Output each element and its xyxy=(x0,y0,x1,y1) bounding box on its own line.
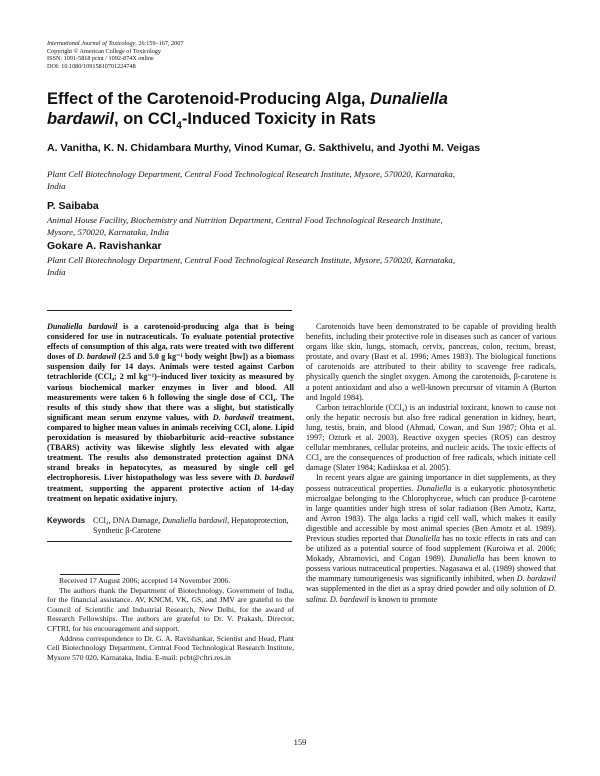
issn-line: ISSN: 1091-5818 print / 1092-874X online xyxy=(47,55,154,63)
body-paragraph-1: Carotenoids have been demonstrated to be capable of providing health benefits, including their protective role in diseases such as cancer of various organs like skin, lungs, stomach, cervix, pancreas, colon, rectum, breast, prostate, and ovary (Bast et al. 1996; Ames 1983). The biological functions of carotenoids are attributed to their ability to scavenge free radicals, physically quench the singlet oxygen. Among the carotenoids, β-carotene is a potent antioxidant and also a well-known precursor of vitamin A (Burton and Ingold 1984). xyxy=(306,322,556,402)
keywords-bottom-rule xyxy=(47,541,292,542)
affiliation-1: Plant Cell Biotechnology Department, Central Food Technological Research Institute, Mysore, 570020, Karnataka, India xyxy=(47,169,456,191)
journal-header xyxy=(47,40,347,70)
p3-text-d: has been known to possess various nutraceutical properties. Nagasawa et al. (1989) showed that the mammary tumourigenesis was significantly inhibited, when xyxy=(306,554,556,584)
abstract xyxy=(47,322,294,504)
author-group-3: Gokare A. Ravishankar xyxy=(47,240,162,252)
author-group-2: P. Saibaba xyxy=(47,200,99,212)
p3-text-c: has no toxic effects in rats and can be utilized as a potential source of food supplement (Kuroiwa et al. 2006; Mokady, Abramovici, and Cogan 1989). xyxy=(306,533,557,564)
keywords-text-2: , Hepatoprotection, Synthetic β-Carotene xyxy=(93,516,289,535)
journal-name: International Journal of Toxicology xyxy=(47,40,136,47)
body-paragraph-2: Carbon tetrachloride (CCl₄) is an industrial toxicant, known to cause not only the hepatic necrosis but also free radical generation in kidney, heart, lung, testis, brain, and blood (Ahmad, Cowan, and Sun 1987; Ohta et al. 1997; Ozturk et al. 2003). Reactive oxygen species (ROS) can destroy cellular membranes, cellular proteins, and nucleic acids. The toxic effects of CCl₄ are the consequences of production of free radicals, which initiate cell damage (Slater 1984; Kadiiskaa et al. 2005). xyxy=(306,402,556,473)
abstract-top-rule xyxy=(47,310,292,311)
keywords-list xyxy=(93,516,294,536)
p3-text-e: was supplemented in the diet as a spray dried powder and oily solution of xyxy=(306,584,549,594)
received-note: Received 17 August 2006; accepted 14 November 2006. xyxy=(59,576,231,585)
abstract-species-short: D. bardawil xyxy=(76,352,117,362)
body-column-right xyxy=(306,322,556,605)
acknowledgement-note: The authors thank the Department of Biotechnology, Government of India, for the financial assistance. AV, KNCM, VK, GS, and JMV are grateful to the Council of Scientific and Industrial Research, New Delhi, for the award of Research Fellowships. The authors are grateful to Dr. V. Prakash, Director, CFTRI, for his encouragement and support. xyxy=(47,585,294,633)
correspondence-note: Address correspondence to Dr. G. A. Ravishankar, Scientist and Head, Plant Cell Biotechnology Department, Central Food Technological Research Institute, Mysore 570 020, Karnataka, India. E-mail: pcbt@cftri.res.in xyxy=(47,633,294,662)
paper-title xyxy=(47,89,467,136)
title-text-1: Effect of the Carotenoid-Producing Alga, xyxy=(47,90,370,108)
footnote-rule xyxy=(60,574,120,575)
p3-text-b: is a eukaryotic photosynthetic microalgae belonging to the Chlorophyceae, which can produce β-carotene in large quantities under high stress of solar radiation (Ben Amotz, Kartz, and Avron 1983). The alga lacks a rigid cell wall, which makes it easily digestible and accessible by most animal species (Ben Amotz et al. 1989). Previous studies reported that xyxy=(306,483,556,543)
body-paragraph-3 xyxy=(306,473,556,604)
journal-volume: , 26:159–167, 2007 xyxy=(135,40,184,47)
abstract-text-4: treatment, supporting the apparent protective action of 14-day treatment on hepatic oxidative injury. xyxy=(47,483,294,503)
p3-species: D. bardawil xyxy=(516,574,556,584)
abstract-species: Dunaliella bardawil xyxy=(47,322,118,331)
abstract-text-2: (2.5 and 5.0 g kg⁻¹ body weight [bw]) as a biomass suspension daily for 14 days. Animals were tested against Carbon tetrachloride (CCl₄; 2 ml kg⁻¹)–induced liver toxicity as measured by various biochemical marker enzymes in liver and blood. All measurements were taken 6 h following the single dose of CCl₄. The results of this study show that there was a slight, but statistically significant mean serum enzyme values, with xyxy=(47,352,294,422)
p3-text-g: is known to promote xyxy=(368,594,438,604)
footnotes xyxy=(47,576,294,662)
p3-species: D. bardawil xyxy=(329,594,369,604)
abstract-species-short: D. bardawil xyxy=(212,412,254,422)
affiliation-3: Plant Cell Biotechnology Department, Central Food Technological Research Institute, Mysore, 570020, Karnataka, India xyxy=(47,255,456,277)
title-species: Dunaliella bardawil xyxy=(47,90,448,128)
abstract-text-3: treatment, compared to higher mean values in animals receiving CCl₄ alone. Lipid peroxidation is measured by thiobarbituric acid–reactive substance (TBARS) activity was likewise slightly less elevated with algae treatment. The results also demonstrated protection against DNA strand breaks in hepatocytes, as measured by single cell gel electrophoresis. Liver histopathology was less severe with xyxy=(47,412,294,483)
page-number: 159 xyxy=(293,737,307,747)
keywords-text-1: CCl₄, DNA Damage, xyxy=(93,516,163,525)
doi-line: DOI: 10.1080/10915810701224748 xyxy=(47,62,136,70)
p3-genus: Dunaliella xyxy=(405,533,440,543)
title-text-3: -Induced Toxicity in Rats xyxy=(181,110,376,128)
affiliation-2: Animal House Facility, Biochemistry and Nutrition Department, Central Food Technological Research Institute, Mysore, 570020, Karnataka, India xyxy=(47,215,443,237)
keywords-block xyxy=(47,516,294,536)
author-group-1: A. Vanitha, K. N. Chidambara Murthy, Vinod Kumar, G. Sakthivelu, and Jyothi M. Veigas xyxy=(47,142,481,154)
abstract-species-short: D. bardawil xyxy=(253,473,294,483)
p3-text-a: In recent years algae are gaining importance in diet supplements, as they possess nutraceutical properties. xyxy=(306,473,556,493)
p3-genus: Dunaliella xyxy=(416,483,452,493)
p3-text-f: . xyxy=(325,594,330,604)
keywords-label: Keywords xyxy=(47,516,86,525)
p3-genus: Dunaliella xyxy=(449,554,485,564)
copyright-line: Copyright © American College of Toxicology xyxy=(47,47,161,55)
title-subscript: 4 xyxy=(176,120,182,132)
keywords-species: Dunaliella bardawil xyxy=(162,516,228,525)
title-text-2: , on CCl xyxy=(113,110,177,128)
p3-salina: D. salina xyxy=(306,584,556,604)
abstract-text-1: is a carotenoid-producing alga that is being considered for use in nutraceuticals. To evaluate potential protective effects of consumption of this alga, rats were treated with two different doses of xyxy=(47,322,294,362)
